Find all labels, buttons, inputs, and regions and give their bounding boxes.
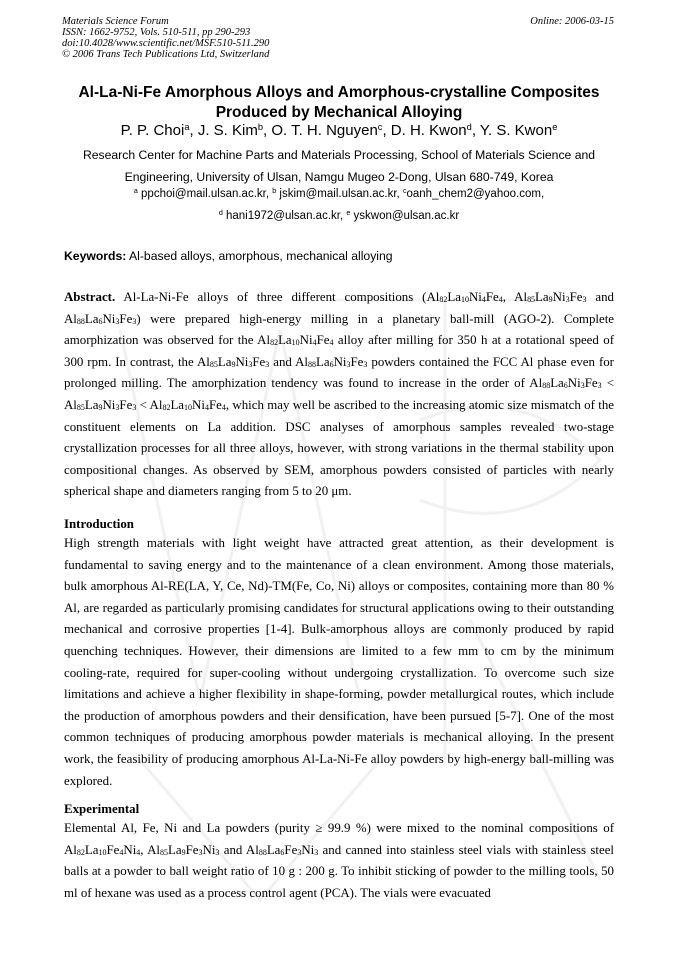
copyright-line: © 2006 Trans Tech Publications Ltd, Switzerland — [62, 49, 270, 60]
email-line: $^d$ hani1972@ulsan.ac.kr, $^e$ yskwon@ulsan.ac.kr — [218, 208, 460, 222]
author: O. T. H. Nguyen$^c$ — [271, 121, 383, 139]
title-line: Produced by Mechanical Alloying — [215, 104, 463, 121]
introduction-heading: Introduction — [64, 517, 134, 531]
email-link[interactable]: jskim@mail.ulsan.ac.kr — [279, 188, 397, 200]
online-date: Online: 2006-03-15 — [530, 16, 614, 27]
title-line: Al-La-Ni-Fe Amorphous Alloys and Amorphous-crystalline Composites — [78, 84, 600, 101]
abstract-label: Abstract. — [64, 290, 116, 304]
author: J. S. Kim$^b$ — [197, 121, 264, 139]
keywords-label: Keywords: — [64, 249, 127, 263]
author-emails — [40, 184, 638, 227]
journal-header — [62, 16, 269, 60]
abstract-text: Al-La-Ni-Fe alloys of three different compositions ($Al_{82}La_{10}Ni_4Fe_4$, $Al_{85}La_9Ni_3Fe_3$ and $Al_{88}La_6Ni_3Fe_3$) were prepared high-energy milling in a planetary ball-mill (AGO-2). Complete amorphization was observed for the $Al_{82}La_{10}Ni_4Fe_4$ alloy after milling for 350 h at a rotational speed of 300 rpm. In contrast, the $Al_{85}La_9Ni_3Fe_3$ and $Al_{88}La_6Ni_3Fe_3$ powders contained the FCC Al phase even for prolonged milling. The amorphization tendency was found to increase in the order of $Al_{88}La_6Ni_3Fe_3 < Al_{85}La_9Ni_3Fe_3 < Al_{82}La_{10}Ni_4Fe_4$, which may well be ascribed to the increasing atomic size mismatch of the constituent elements on La addition. DSC analyses of amorphous samples revealed two-stage crystallization processes for all three alloys, however, with strong variations in the thermal stability upon compositional changes. As observed by SEM, amorphous powders consisted of particles with nearly spherical shape and diameters ranging from 5 to 20 μm. — [64, 290, 614, 499]
experimental-paragraph: Elemental Al, Fe, Ni and La powders (purity ≥ 99.9 %) were mixed to the nominal compositions of $Al_{82}La_{10}Fe_4Ni_4$, $Al_{85}La_9Fe_3Ni_3$ and $Al_{88}La_6Fe_3Ni_3$ and canned into stainless steel vials with stainless steel balls at a powder to ball weight ratio of 10 g : 200 g. To inhibit sticking of powder to the milling tools, 50 ml of hexane was used as a process control agent (PCA). The vials were evacuated — [64, 821, 615, 900]
email-link[interactable]: ppchoi@mail.ulsan.ac.kr — [141, 188, 266, 200]
introduction-paragraph: High strength materials with light weight have attracted great attention, as their development is fundamental to saving energy and to the maintenance of a clean environment. Among those materials, bulk amorphous Al-RE(LA, Y, Ce, Nd)-TM(Fe, Co, Ni) alloys or composites, containing more than 80 % Al, are regarded as particularly promising candidates for structural applications owing to their outstanding mechanical and corrosive properties [1-4]. Bulk-amorphous alloys are commonly produced by rapid quenching techniques. However, their dimensions are limited to a few mm to cm by the minimum cooling-rate, required for super-cooling without undergoing crystallization. To overcome such size limitations and achieve a higher flexibility in shape-forming, powder metallurgical routes, which include the production of amorphous powders and their densification, have been pursued [5-7]. One of the most common techniques of producing amorphous powder materials is mechanical alloying. In the present work, the feasibility of producing amorphous Al-La-Ni-Fe alloy powders by high-energy ball-milling was explored. — [64, 536, 614, 788]
author-list: P. P. Choi$^a$, J. S. Kim$^b$, O. T. H. Nguyen$^c$, D. H. Kwon$^d$, Y. S. Kwon$^e$ — [120, 121, 558, 139]
author: D. H. Kwon$^d$ — [390, 121, 472, 139]
doi-line: doi:10.4028/www.scientific.net/MSF.510-511.290 — [62, 38, 270, 49]
keywords — [64, 248, 616, 264]
author: P. P. Choi$^a$ — [120, 121, 190, 139]
affiliation-line: Engineering, University of Ulsan, Namgu Mugeo 2-Dong, Ulsan 680-749, Korea — [124, 169, 554, 184]
email-link[interactable]: hani1972@ulsan.ac.kr — [225, 209, 340, 222]
abstract-paragraph — [64, 287, 614, 503]
email-link[interactable]: oanh_chem2@yahoo.com — [406, 188, 541, 200]
affiliation-line: Research Center for Machine Parts and Materials Processing, School of Materials Science and — [82, 148, 596, 162]
affiliation — [50, 145, 628, 188]
email-line: $^a$ ppchoi@mail.ulsan.ac.kr, $^b$ jskim@mail.ulsan.ac.kr, $^c$oanh_chem2@yahoo.com, — [133, 187, 545, 200]
issn-line: ISSN: 1662-9752, Vols. 510-511, pp 290-293 — [62, 27, 251, 38]
email-link[interactable]: yskwon@ulsan.ac.kr — [353, 209, 460, 222]
experimental-heading: Experimental — [64, 802, 140, 816]
journal-name: Materials Science Forum — [62, 16, 169, 27]
keywords-text: Al-based alloys, amorphous, mechanical alloying — [129, 249, 393, 263]
author: Y. S. Kwon$^e$ — [479, 121, 558, 139]
paper-title — [40, 83, 638, 123]
